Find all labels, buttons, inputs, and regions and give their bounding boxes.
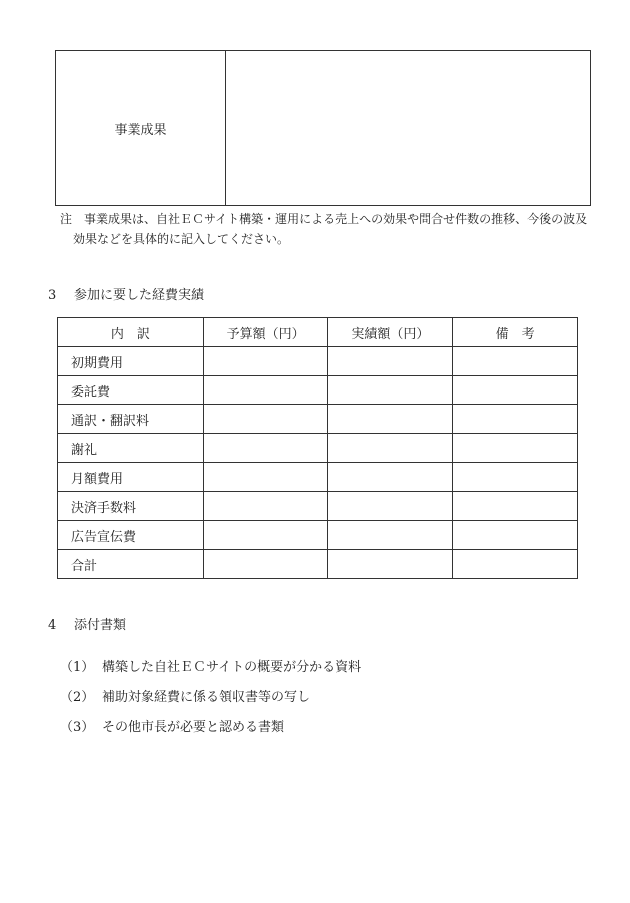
- actual-cell[interactable]: [328, 492, 453, 521]
- remarks-cell[interactable]: [453, 376, 578, 405]
- attachment-index: （2）: [60, 690, 95, 705]
- attachment-text: 補助対象経費に係る領収書等の写し: [102, 690, 311, 705]
- row-item: 合計: [58, 550, 204, 579]
- table-row: [58, 521, 578, 550]
- list-item: [60, 686, 310, 705]
- row-item: 広告宣伝費: [58, 521, 204, 550]
- section-3-heading: [48, 284, 204, 303]
- business-result-table: [55, 50, 591, 206]
- table-row: [58, 492, 578, 521]
- actual-cell[interactable]: [328, 405, 453, 434]
- remarks-cell[interactable]: [453, 347, 578, 376]
- remarks-cell[interactable]: [453, 405, 578, 434]
- list-item: [60, 656, 361, 675]
- section-4-number: 4: [48, 618, 57, 633]
- table-row: [58, 434, 578, 463]
- budget-cell[interactable]: [203, 376, 328, 405]
- header-actual: 実績額（円）: [328, 318, 453, 347]
- budget-cell[interactable]: [203, 550, 328, 579]
- cost-table: [57, 317, 578, 579]
- table-row: [58, 347, 578, 376]
- actual-cell[interactable]: [328, 521, 453, 550]
- section-3-number: 3: [48, 288, 57, 303]
- attachment-text: その他市長が必要と認める書類: [102, 720, 285, 735]
- section-3-title: 参加に要した経費実績: [74, 288, 205, 303]
- section-4-title: 添付書類: [74, 618, 127, 633]
- budget-cell[interactable]: [203, 347, 328, 376]
- cost-table-header-row: [58, 318, 578, 347]
- row-item: 初期費用: [58, 347, 204, 376]
- budget-cell[interactable]: [203, 434, 328, 463]
- business-result-field[interactable]: [226, 51, 591, 206]
- budget-cell[interactable]: [203, 521, 328, 550]
- remarks-cell[interactable]: [453, 521, 578, 550]
- row-item: 謝礼: [58, 434, 204, 463]
- header-breakdown: 内 訳: [58, 318, 204, 347]
- remarks-cell[interactable]: [453, 434, 578, 463]
- actual-cell[interactable]: [328, 463, 453, 492]
- attachment-index: （1）: [60, 660, 95, 675]
- remarks-cell[interactable]: [453, 463, 578, 492]
- section-4-heading: [48, 614, 126, 633]
- table-row: [58, 376, 578, 405]
- business-result-label: 事業成果: [56, 51, 226, 206]
- header-budget: 予算額（円）: [203, 318, 328, 347]
- actual-cell[interactable]: [328, 376, 453, 405]
- attachment-index: （3）: [60, 720, 95, 735]
- budget-cell[interactable]: [203, 463, 328, 492]
- row-item: 決済手数料: [58, 492, 204, 521]
- business-result-note: [60, 209, 600, 249]
- budget-cell[interactable]: [203, 492, 328, 521]
- table-row: [58, 550, 578, 579]
- note-line-2: 効果などを具体的に記入してください。: [73, 232, 290, 246]
- attachment-text: 構築した自社ＥＣサイトの概要が分かる資料: [102, 660, 362, 675]
- note-line-1: 注 事業成果は、自社ＥＣサイト構築・運用による売上への効果や問合せ件数の推移、今後の波及: [60, 212, 588, 226]
- row-item: 通訳・翻訳料: [58, 405, 204, 434]
- list-item: [60, 716, 284, 735]
- row-item: 月額費用: [58, 463, 204, 492]
- table-row: [58, 463, 578, 492]
- header-remarks: 備 考: [453, 318, 578, 347]
- remarks-cell[interactable]: [453, 492, 578, 521]
- table-row: [58, 405, 578, 434]
- actual-cell[interactable]: [328, 347, 453, 376]
- row-item: 委託費: [58, 376, 204, 405]
- budget-cell[interactable]: [203, 405, 328, 434]
- actual-cell[interactable]: [328, 434, 453, 463]
- actual-cell[interactable]: [328, 550, 453, 579]
- remarks-cell[interactable]: [453, 550, 578, 579]
